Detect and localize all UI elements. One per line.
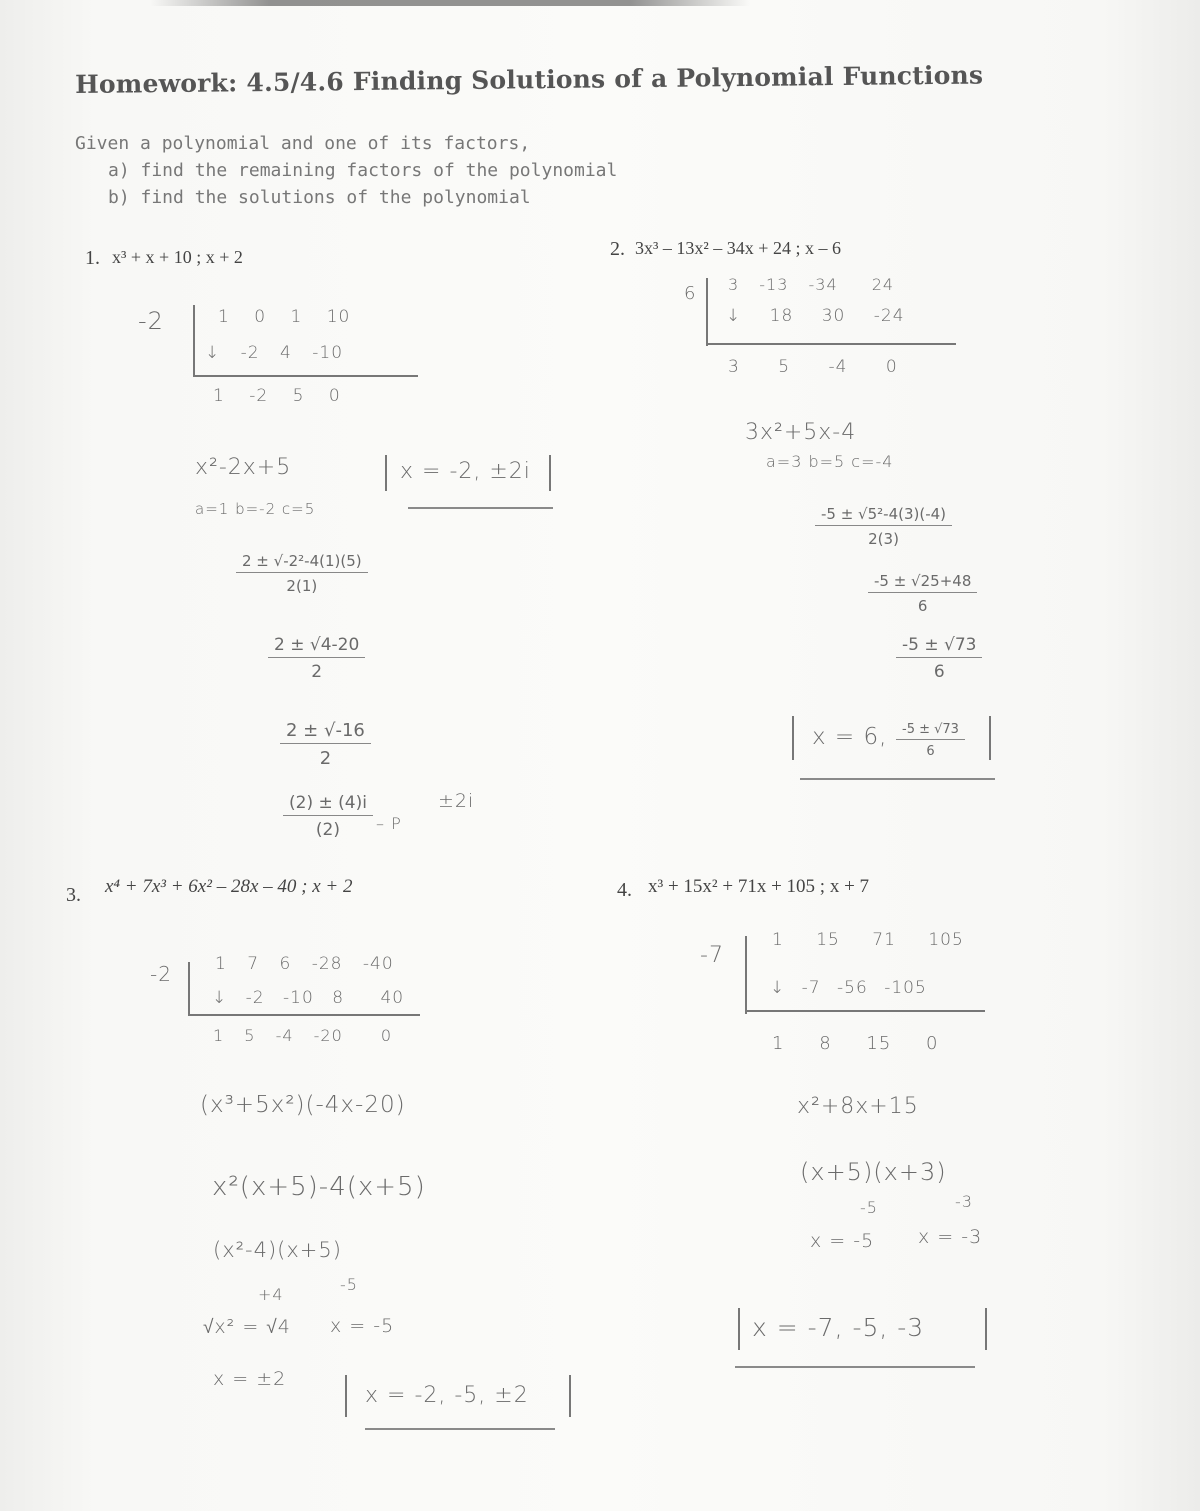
scan-shadow	[150, 0, 750, 6]
p3-row3: 1 5 -4 -20 0	[213, 1026, 393, 1045]
p2-answer-fraction: $\frac{-5 \pm √73}{6}$	[896, 722, 965, 759]
p2-step-3: $\frac{-5 \pm √73}{6}$	[896, 635, 982, 682]
p4-division-bar	[745, 936, 747, 1014]
p4-root-a: x = -5	[810, 1230, 875, 1252]
p4-divisor: -7	[700, 943, 724, 968]
p1-answer-underline	[408, 507, 553, 509]
p1-row1: 1 0 1 10	[218, 307, 351, 327]
p1-answer: x = -2, ±2i	[400, 459, 531, 484]
p4-root-b: x = -3	[918, 1226, 983, 1248]
p4-answer-underline	[735, 1366, 975, 1368]
p2-answer-underline	[800, 778, 995, 780]
p3-answer: x = -2, -5, ±2	[365, 1383, 529, 1408]
problem-2-statement: 3x³ – 13x² – 34x + 24 ; x – 6	[635, 238, 841, 258]
p3-divisor: -2	[150, 962, 172, 986]
instructions-line-1: Given a polynomial and one of its factors,	[75, 133, 531, 154]
p2-division-bar	[706, 278, 708, 346]
p2-divisor: 6	[684, 283, 697, 304]
p2-row1: 3 -13 -34 24	[728, 275, 895, 294]
p4-factored: (x+5)(x+3)	[800, 1158, 947, 1186]
p3-division-bar	[188, 962, 190, 1016]
p1-row2: ↓ -2 4 -10	[205, 343, 344, 363]
p2-coefficients: a=3 b=5 c=-4	[766, 452, 894, 471]
p1-divisor: -2	[138, 307, 164, 335]
p1-coefficients: a=1 b=-2 c=5	[195, 500, 316, 518]
p4-row1: 1 15 71 105	[772, 930, 964, 950]
p3-answer-underline	[365, 1428, 555, 1430]
p1-row3: 1 -2 5 0	[213, 386, 341, 406]
p4-row3: 1 8 15 0	[772, 1033, 939, 1054]
p1-division-line	[193, 375, 418, 377]
problem-3-statement: x⁴ + 7x³ + 6x² – 28x – 40 ; x + 2	[105, 876, 353, 897]
p3-grouping: (x³+5x²)(-4x-20)	[200, 1092, 406, 1118]
p2-row2: ↓ 18 30 -24	[726, 306, 905, 326]
p3-work-b: -5	[340, 1275, 358, 1294]
p2-answer-lead: x = 6,	[812, 724, 888, 750]
problem-4-statement: x³ + 15x² + 71x + 105 ; x + 7	[648, 876, 870, 897]
p3-row1: 1 7 6 -28 -40	[215, 954, 394, 974]
problem-3-number: 3.	[66, 884, 81, 906]
p3-factored: x²(x+5)-4(x+5)	[212, 1172, 426, 1202]
p2-step-1: $\frac{\text{-5 ± √5²-4(3)(-4)}}{2(3)}$	[815, 505, 952, 548]
p3-division-line	[188, 1014, 420, 1016]
p3-x-b: x = -5	[330, 1315, 395, 1337]
problem-4-number: 4.	[617, 879, 632, 901]
p1-step-2: $\frac{2 \pm √4-20}{2}$	[268, 635, 365, 682]
p2-quadratic: 3x²+5x-4	[745, 420, 857, 445]
p4-sub-b: -3	[955, 1192, 973, 1211]
p4-answer: x = -7, -5, -3	[752, 1313, 925, 1342]
p3-row2: ↓ -2 -10 8 40	[212, 988, 405, 1008]
problem-1-statement: x³ + x + 10 ; x + 2	[112, 247, 243, 267]
page-title: Homework: 4.5/4.6 Finding Solutions of a Polynomial Functions	[75, 60, 984, 99]
p1-division-bar	[193, 305, 195, 377]
p4-division-line	[745, 1010, 985, 1012]
p1-step-1: $\frac{\text{2 ± √-2²-4(1)(5)}}{2(1)}$	[236, 552, 368, 595]
p1-step-3: $\frac{2 \pm √-16}{2}$	[280, 720, 371, 769]
problem-2-number: 2.	[610, 238, 625, 260]
p2-division-line	[706, 343, 956, 345]
p4-row2: ↓ -7 -56 -105	[770, 978, 927, 998]
p1-quadratic: x²-2x+5	[195, 455, 292, 480]
instructions-line-3: b) find the solutions of the polynomial	[108, 187, 531, 208]
problem-1-number: 1.	[85, 247, 100, 269]
p4-quadratic: x²+8x+15	[797, 1094, 919, 1119]
p1-step-4: $\frac{(2) \pm (4)i}{(2)}$	[283, 793, 373, 840]
p3-x-a: x = ±2	[213, 1368, 287, 1390]
instructions-line-2: a) find the remaining factors of the polynomial	[108, 160, 618, 181]
p3-sqrt-line: √x² = √4	[203, 1316, 291, 1338]
p1-side-note: ±2i	[438, 790, 475, 812]
p2-step-2: $\frac{-5 \pm √25+48}{6}$	[868, 572, 977, 615]
p3-work-a: +4	[258, 1285, 284, 1304]
p1-side-note-2: – P	[376, 814, 402, 833]
p4-sub-a: -5	[860, 1198, 878, 1217]
p3-product: (x²-4)(x+5)	[213, 1238, 342, 1262]
p2-row3: 3 5 -4 0	[728, 357, 898, 377]
